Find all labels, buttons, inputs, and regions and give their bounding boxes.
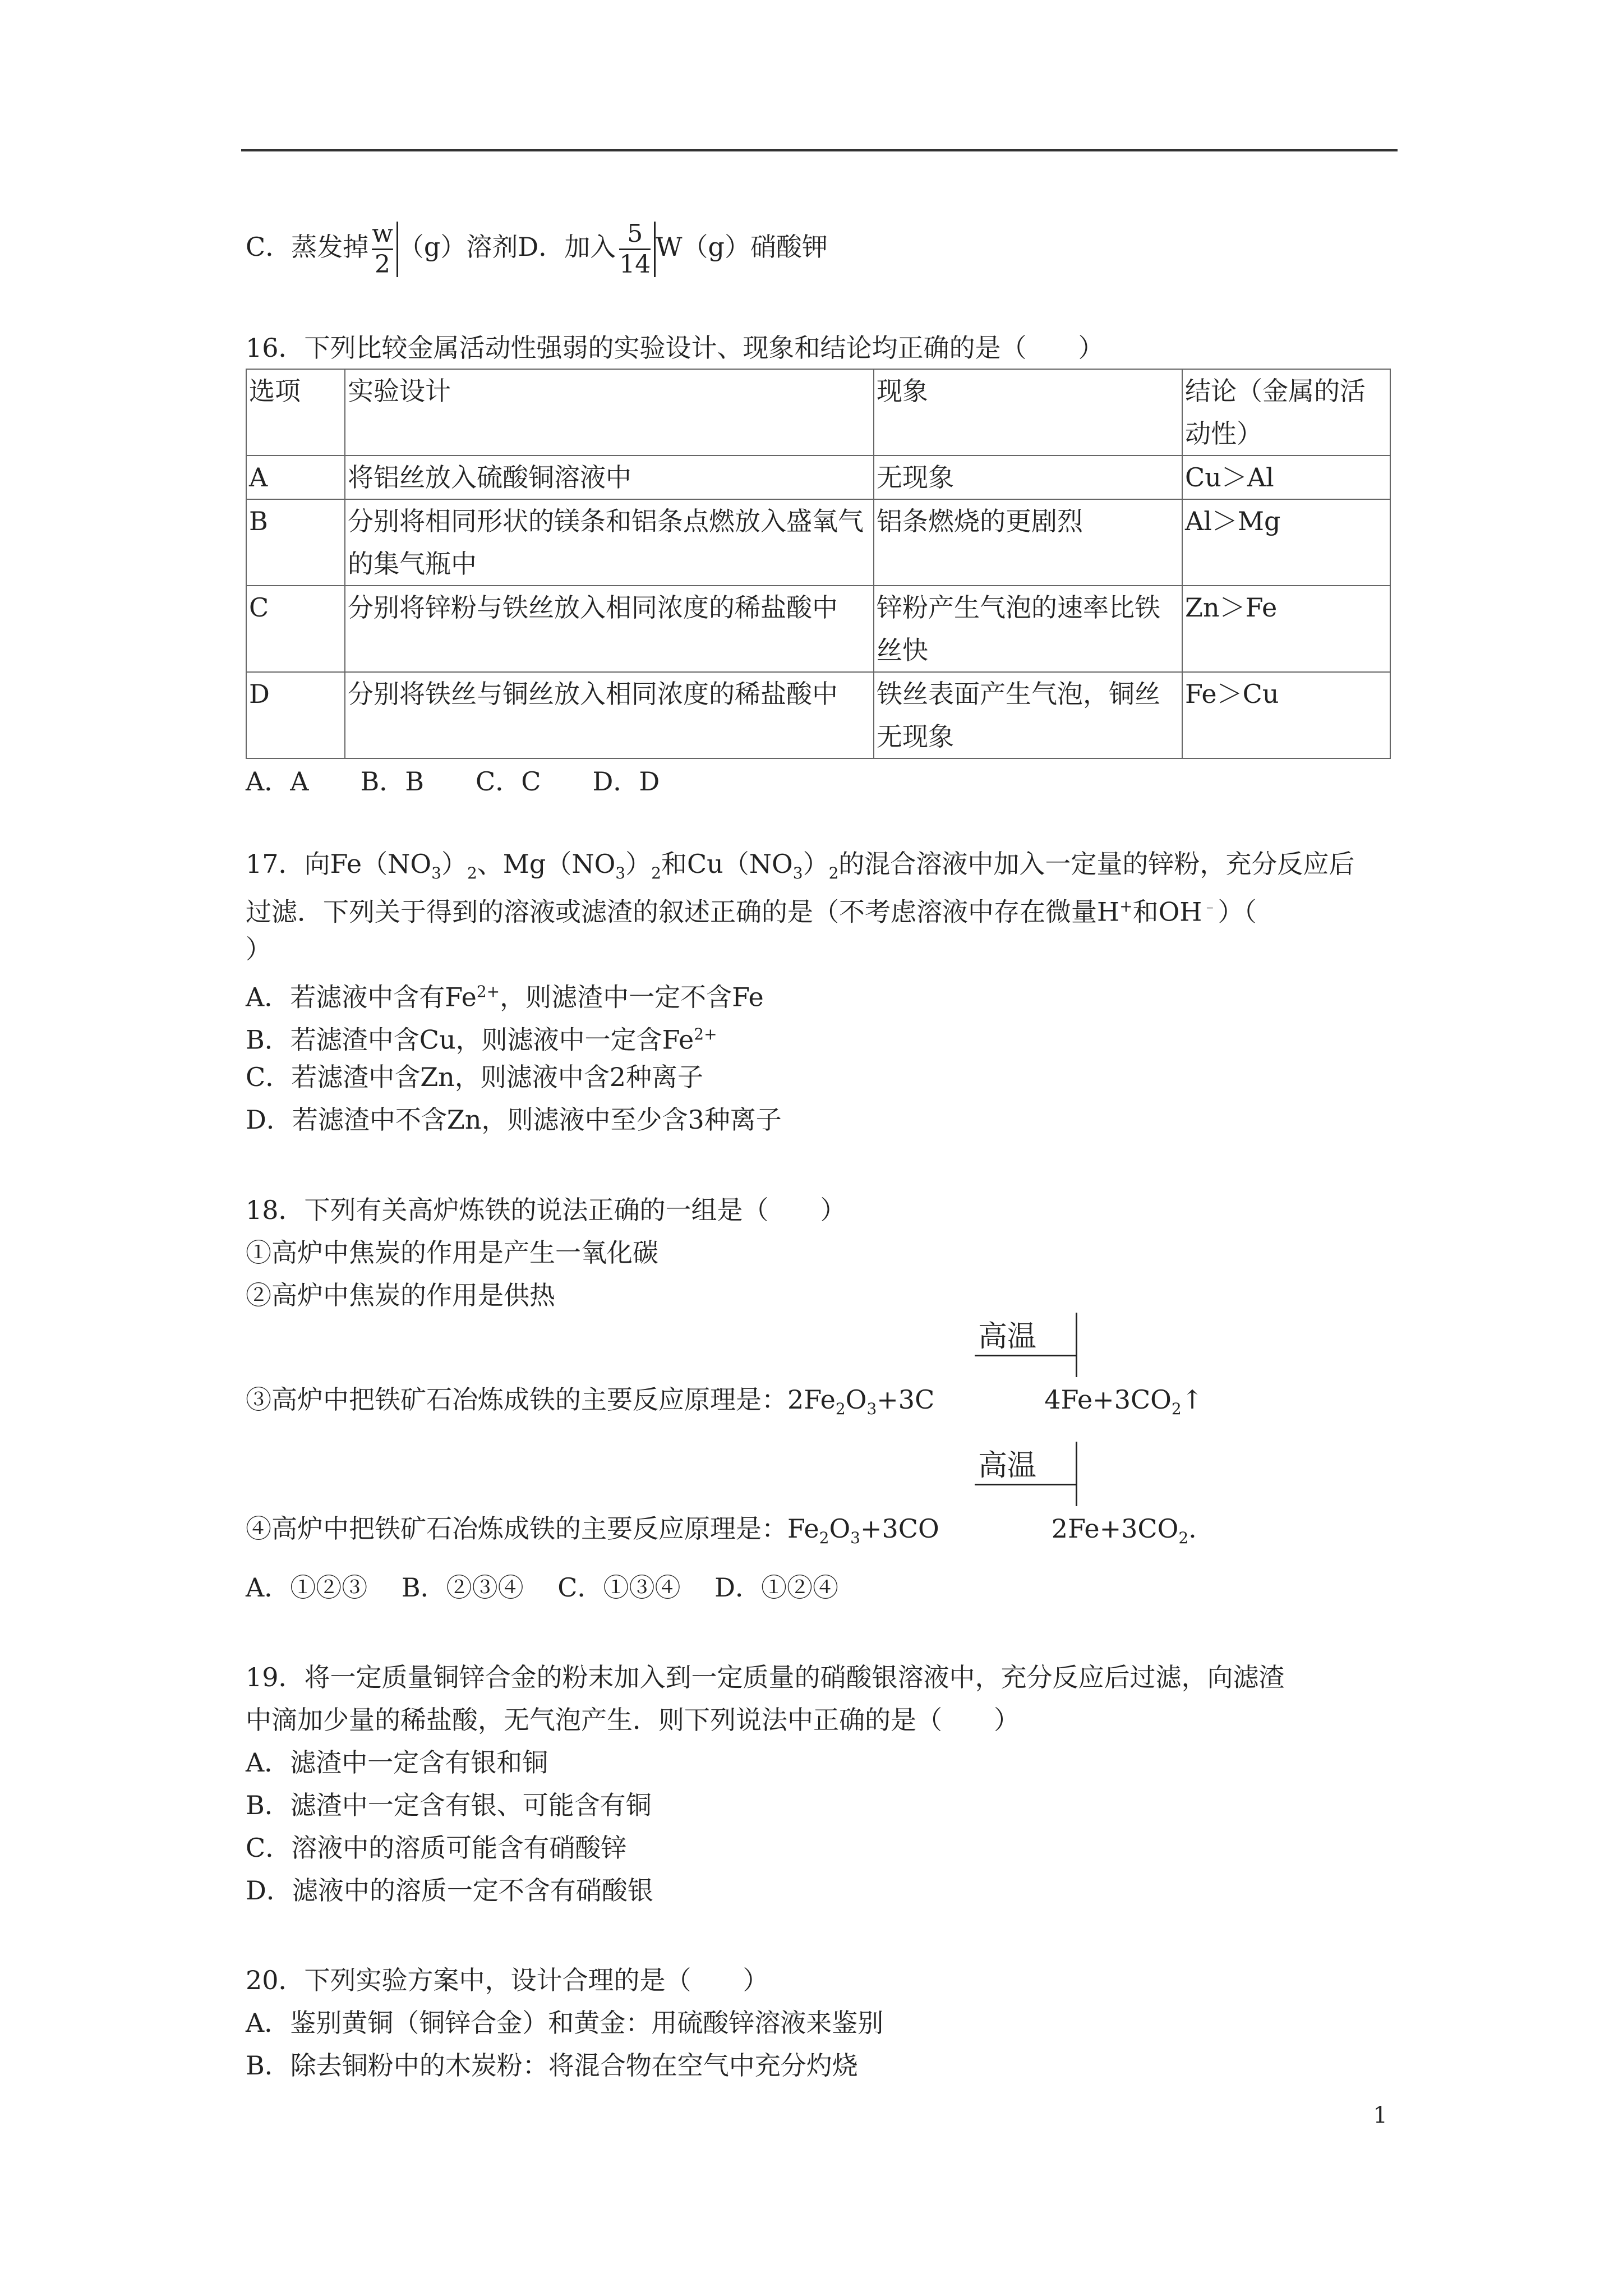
- q18-stem: 18．下列有关高炉炼铁的说法正确的一组是（ ）: [246, 1195, 846, 1225]
- q18-statement-1: ①高炉中焦炭的作用是产生一氧化碳: [246, 1237, 658, 1268]
- q16-table: [246, 369, 1391, 759]
- q17-option-b: B．若滤渣中含Cu，则滤液中一定含$Fe^{2+}$: [246, 1024, 717, 1055]
- q20-stem: 20．下列实验方案中，设计合理的是（ ）: [246, 1965, 769, 1995]
- q17-option-d: D．若滤渣中不含Zn，则滤液中至少含3种离子: [246, 1105, 782, 1135]
- q19-stem-line2: 中滴加少量的稀盐酸，无气泡产生．则下列说法中正确的是（ ）: [246, 1705, 1020, 1735]
- q19-option-b: B．滤渣中一定含有银、可能含有铜: [246, 1790, 652, 1820]
- table-row: A 将铝丝放入硫酸铜溶液中 无现象 Cu＞Al: [246, 455, 1390, 499]
- fraction-w-over-2: $\frac{w}{2}$: [368, 222, 398, 277]
- q19-option-c: C．溶液中的溶质可能含有硝酸锌: [246, 1833, 627, 1863]
- q18-statement-2: ②高炉中焦炭的作用是供热: [246, 1280, 555, 1310]
- table-row: D 分别将铁丝与铜丝放入相同浓度的稀盐酸中 铁丝表面产生气泡，铜丝无现象 Fe＞Cu: [246, 672, 1390, 758]
- q16-stem: 16．下列比较金属活动性强弱的实验设计、现象和结论均正确的是（ ）: [246, 333, 1104, 363]
- q19-option-d: D．滤液中的溶质一定不含有硝酸银: [246, 1875, 653, 1906]
- q18-options: A．①②③ B．②③④ C．①③④ D．①②④: [246, 1572, 838, 1603]
- q20-option-b: B．除去铜粉中的木炭粉：将混合物在空气中充分灼烧: [246, 2050, 858, 2081]
- q20-option-a: A．鉴别黄铜（铜锌合金）和黄金：用硫酸锌溶液来鉴别: [246, 2008, 884, 2038]
- reaction-condition-3: 高温: [975, 1313, 1077, 1377]
- q18-statement-3: ③高炉中把铁矿石冶炼成铁的主要反应原理是：$2Fe_2O_3+3C$ $4Fe+3CO_2↑$: [246, 1384, 1204, 1419]
- q17-stem-line2: 过滤．下列关于得到的溶液或滤渣的叙述正确的是（不考虑溶液中存在微量H+和OH﹣）（: [246, 896, 1257, 927]
- page-number: 1: [1373, 2102, 1387, 2128]
- q19-option-a: A．滤渣中一定含有银和铜: [246, 1747, 548, 1778]
- q15-options-cd: C．蒸发掉 $\frac{w}{2}$ （g）溶剂D．加入 $\frac{5}{14}$ W（g）硝酸钾: [246, 219, 828, 279]
- table-row: B 分别将相同形状的镁条和铝条点燃放入盛氧气的集气瓶中 铝条燃烧的更剧烈 Al＞Mg: [246, 499, 1390, 586]
- reaction-condition-4: 高温: [975, 1442, 1077, 1506]
- q19-stem-line1: 19．将一定质量铜锌合金的粉末加入到一定质量的硝酸银溶液中，充分反应后过滤，向滤渣: [246, 1662, 1285, 1692]
- q17-option-a: A．若滤液中含有$Fe^{2+}$，则滤渣中一定不含Fe: [246, 982, 764, 1013]
- table-header-row: 选项 实验设计 现象 结论（金属的活动性）: [246, 369, 1390, 455]
- fraction-5-over-14: $\frac{5}{14}$: [616, 222, 656, 277]
- q17-stem-line1: 17．向$Fe(NO_3)_2$、$Mg(NO_3)_2$和$Cu(NO_3)_2$的混合溶液中加入一定量的锌粉，充分反应后: [246, 849, 1355, 883]
- q17-stem-line3: ）: [246, 934, 271, 964]
- q17-option-c: C．若滤渣中含Zn，则滤液中含2种离子: [246, 1062, 704, 1092]
- q18-statement-4: ④高炉中把铁矿石冶炼成铁的主要反应原理是：$Fe_2O_3+3CO$ $2Fe+3CO_2$.: [246, 1513, 1197, 1548]
- header-rule: [241, 149, 1398, 151]
- table-row: C 分别将锌粉与铁丝放入相同浓度的稀盐酸中 锌粉产生气泡的速率比铁丝快 Zn＞Fe: [246, 586, 1390, 672]
- q16-options: A．A B．B C．C D．D: [246, 766, 660, 797]
